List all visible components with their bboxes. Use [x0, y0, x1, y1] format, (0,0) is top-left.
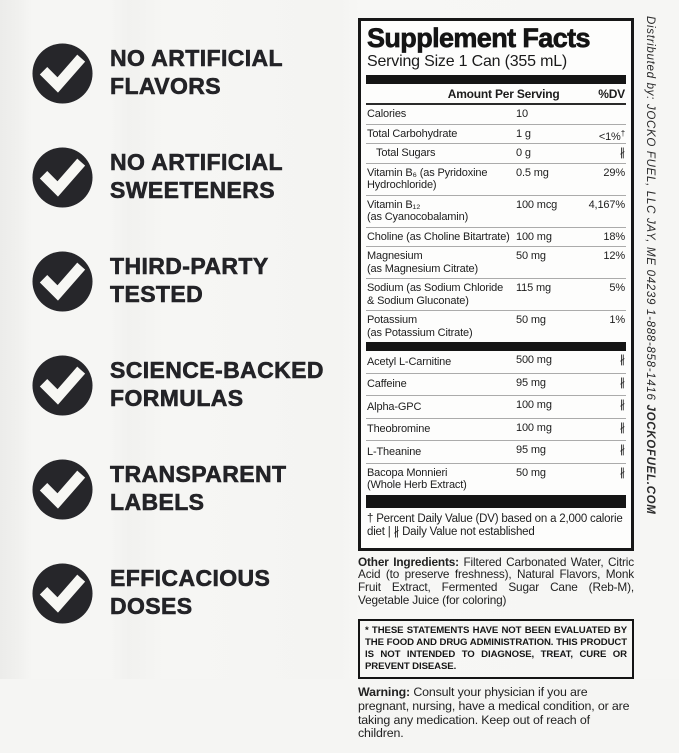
row-total-carbohydrate [366, 124, 626, 144]
nutrient-amount: 50 mg [516, 466, 546, 479]
nutrient-amount: 0 g [516, 147, 531, 160]
label-column [358, 18, 634, 753]
benefit-item-efficacious-doses [32, 562, 332, 624]
supplement-rows [366, 351, 626, 495]
nutrient-name-line2: Hydrochloride) [367, 179, 437, 192]
row-vitamin-b12 [366, 195, 626, 227]
dv-column-header: %DV [598, 87, 625, 102]
nutrient-dv: 18% [603, 230, 625, 243]
nutrient-amount: 50 mg [516, 250, 546, 263]
distributor-vertical-text [636, 16, 656, 674]
checkmark-icon [32, 147, 93, 208]
row-theobromine [366, 418, 626, 441]
warning-body: Consult your physician if you are pregnant, nursing, have a medical condition, or are taking any medication. Keep out of reach of children. [358, 685, 630, 741]
nutrient-dv: 1% [609, 314, 625, 327]
benefit-line1: EFFICACIOUS [110, 565, 271, 592]
checkmark-icon [32, 355, 93, 416]
dv-value: <1% [598, 130, 621, 143]
panel-title: Supplement Facts [367, 23, 590, 53]
benefit-label [110, 149, 283, 204]
nutrient-amount: 100 mg [516, 421, 552, 434]
benefit-line2: FLAVORS [110, 73, 221, 99]
nutrient-amount: 95 mg [516, 376, 546, 389]
benefit-label [110, 461, 286, 516]
nutrient-amount: 115 mg [516, 282, 551, 295]
benefit-line2: TESTED [110, 281, 204, 307]
benefit-label [110, 253, 269, 308]
nutrient-name: Total Carbohydrate [367, 127, 458, 140]
nutrient-amount: 100 mcg [516, 198, 558, 211]
benefit-label [110, 565, 270, 620]
row-potassium [366, 310, 626, 342]
amount-column-header: Amount Per Serving [447, 87, 560, 102]
nutrient-dv: 5% [609, 282, 625, 295]
nutrient-name: Alpha-GPC [367, 400, 422, 413]
other-ingredients [358, 556, 634, 607]
nutrient-name: Vitamin B₁₂ [367, 198, 421, 211]
nutrient-name: L-Theanine [367, 445, 422, 458]
supplement-facts-panel [358, 18, 634, 551]
nutrient-amount: 1 g [516, 127, 531, 140]
benefit-label [110, 357, 324, 412]
nutrient-name: Total Sugars [376, 147, 436, 160]
row-choline [366, 227, 626, 247]
distributor-address: Distributed by: JOCKO FUEL, LLC JAY, ME 04239 1-888-858-1416 [644, 16, 656, 405]
nutrient-dv: 29% [603, 166, 625, 179]
row-sodium [366, 278, 626, 310]
dv-footnote-marker: † [620, 128, 625, 138]
nutrient-rows [366, 105, 626, 342]
distributor-website: JOCKOFUEL.COM [644, 404, 656, 515]
divider-bar [366, 75, 626, 84]
nutrient-dv: ∦ [619, 376, 625, 389]
benefit-line2: LABELS [110, 489, 205, 515]
row-total-sugars [366, 143, 626, 163]
nutrient-dv: ∦ [619, 354, 625, 367]
benefit-line2: DOSES [110, 593, 193, 619]
nutrient-amount: 95 mg [516, 444, 546, 457]
row-alpha-gpc [366, 395, 626, 418]
divider-bar [366, 342, 626, 351]
nutrient-amount: 50 mg [516, 314, 546, 327]
nutrient-amount: 0.5 mg [516, 166, 549, 179]
nutrient-amount: 10 [516, 108, 528, 121]
nutrient-name: Sodium (as Sodium Chloride [367, 282, 504, 295]
nutrient-name-line2: (as Magnesium Citrate) [367, 262, 479, 275]
benefit-item-no-artificial-flavors [32, 42, 332, 104]
benefit-line1: THIRD-PARTY [110, 253, 269, 280]
nutrient-dv: ∦ [619, 466, 625, 479]
other-ingredients-label: Other Ingredients: [358, 554, 459, 569]
checkmark-icon [32, 43, 93, 104]
nutrient-name: Calories [367, 108, 407, 121]
benefits-checklist [32, 42, 332, 624]
nutrient-name: Vitamin B₆ (as Pyridoxine [367, 166, 488, 179]
benefit-line1: NO ARTIFICIAL [110, 45, 283, 72]
other-ingredients-text: Filtered Carbonated Water, Citric Acid (to preserve freshness), Natural Flavors, Monk Fruit Extract, Fermented Sugar Cane (Reb-M), Vegetable Juice (for coloring) [358, 554, 634, 607]
nutrient-name-line2: & Sodium Gluconate) [367, 294, 469, 307]
benefit-line1: SCIENCE-BACKED [110, 357, 324, 384]
row-l-theanine [366, 440, 626, 463]
nutrient-dv: ∦ [619, 444, 625, 457]
checkmark-icon [32, 251, 93, 312]
nutrient-name: Choline (as Choline Bitartrate) [367, 230, 510, 243]
divider-bar-thick [366, 495, 626, 508]
nutrient-name: Acetyl L-Carnitine [367, 355, 452, 368]
dv-footnote: † Percent Daily Value (DV) based on a 2,000 calorie diet | ∦ Daily Value not established [367, 512, 623, 539]
nutrient-dv: ∦ [619, 421, 625, 434]
nutrient-name: Theobromine [367, 423, 431, 436]
benefit-line2: SWEETENERS [110, 177, 276, 203]
row-calories [366, 105, 626, 124]
benefit-item-science-backed-formulas [32, 354, 332, 416]
warning-text [358, 686, 634, 740]
nutrient-name: Magnesium [367, 250, 423, 263]
nutrient-name-line2: (as Potassium Citrate) [367, 326, 473, 339]
nutrient-name: Potassium [367, 314, 418, 327]
nutrient-dv: ∦ [619, 147, 625, 160]
checkmark-icon [32, 563, 93, 624]
benefit-line1: NO ARTIFICIAL [110, 149, 283, 176]
nutrient-name-line2: (as Cyanocobalamin) [367, 211, 469, 224]
serving-size: Serving Size 1 Can (355 mL) [367, 53, 568, 71]
row-caffeine [366, 373, 626, 396]
benefit-label [110, 45, 283, 100]
nutrient-name: Caffeine [367, 378, 407, 391]
row-vitamin-b6 [366, 163, 626, 195]
nutrient-name-line2: (Whole Herb Extract) [367, 479, 467, 492]
nutrient-dv: ∦ [619, 399, 625, 412]
benefit-item-no-artificial-sweeteners [32, 146, 332, 208]
row-bacopa-monnieri [366, 463, 626, 495]
nutrient-amount: 100 mg [516, 230, 552, 243]
nutrient-dv: 4,167% [588, 198, 625, 211]
benefit-item-transparent-labels [32, 458, 332, 520]
warning-label: Warning: [358, 685, 411, 700]
benefit-line2: FORMULAS [110, 385, 244, 411]
column-header-row [366, 84, 626, 103]
fda-disclaimer-box: * THESE STATEMENTS HAVE NOT BEEN EVALUATED BY THE FOOD AND DRUG ADMINISTRATION. THIS PRODUCT IS NOT INTENDED TO DIAGNOSE, TREAT, CURE OR PREVENT DISEASE. [358, 619, 634, 680]
nutrient-dv [599, 128, 625, 144]
nutrient-dv: 12% [603, 250, 625, 263]
checkmark-icon [32, 459, 93, 520]
benefit-item-third-party-tested [32, 250, 332, 312]
row-magnesium [366, 246, 626, 278]
nutrient-name: Bacopa Monnieri [367, 466, 448, 479]
benefit-line1: TRANSPARENT [110, 461, 287, 488]
row-acetyl-l-carnitine [366, 351, 626, 373]
nutrient-amount: 100 mg [516, 399, 552, 412]
nutrient-amount: 500 mg [516, 354, 552, 367]
